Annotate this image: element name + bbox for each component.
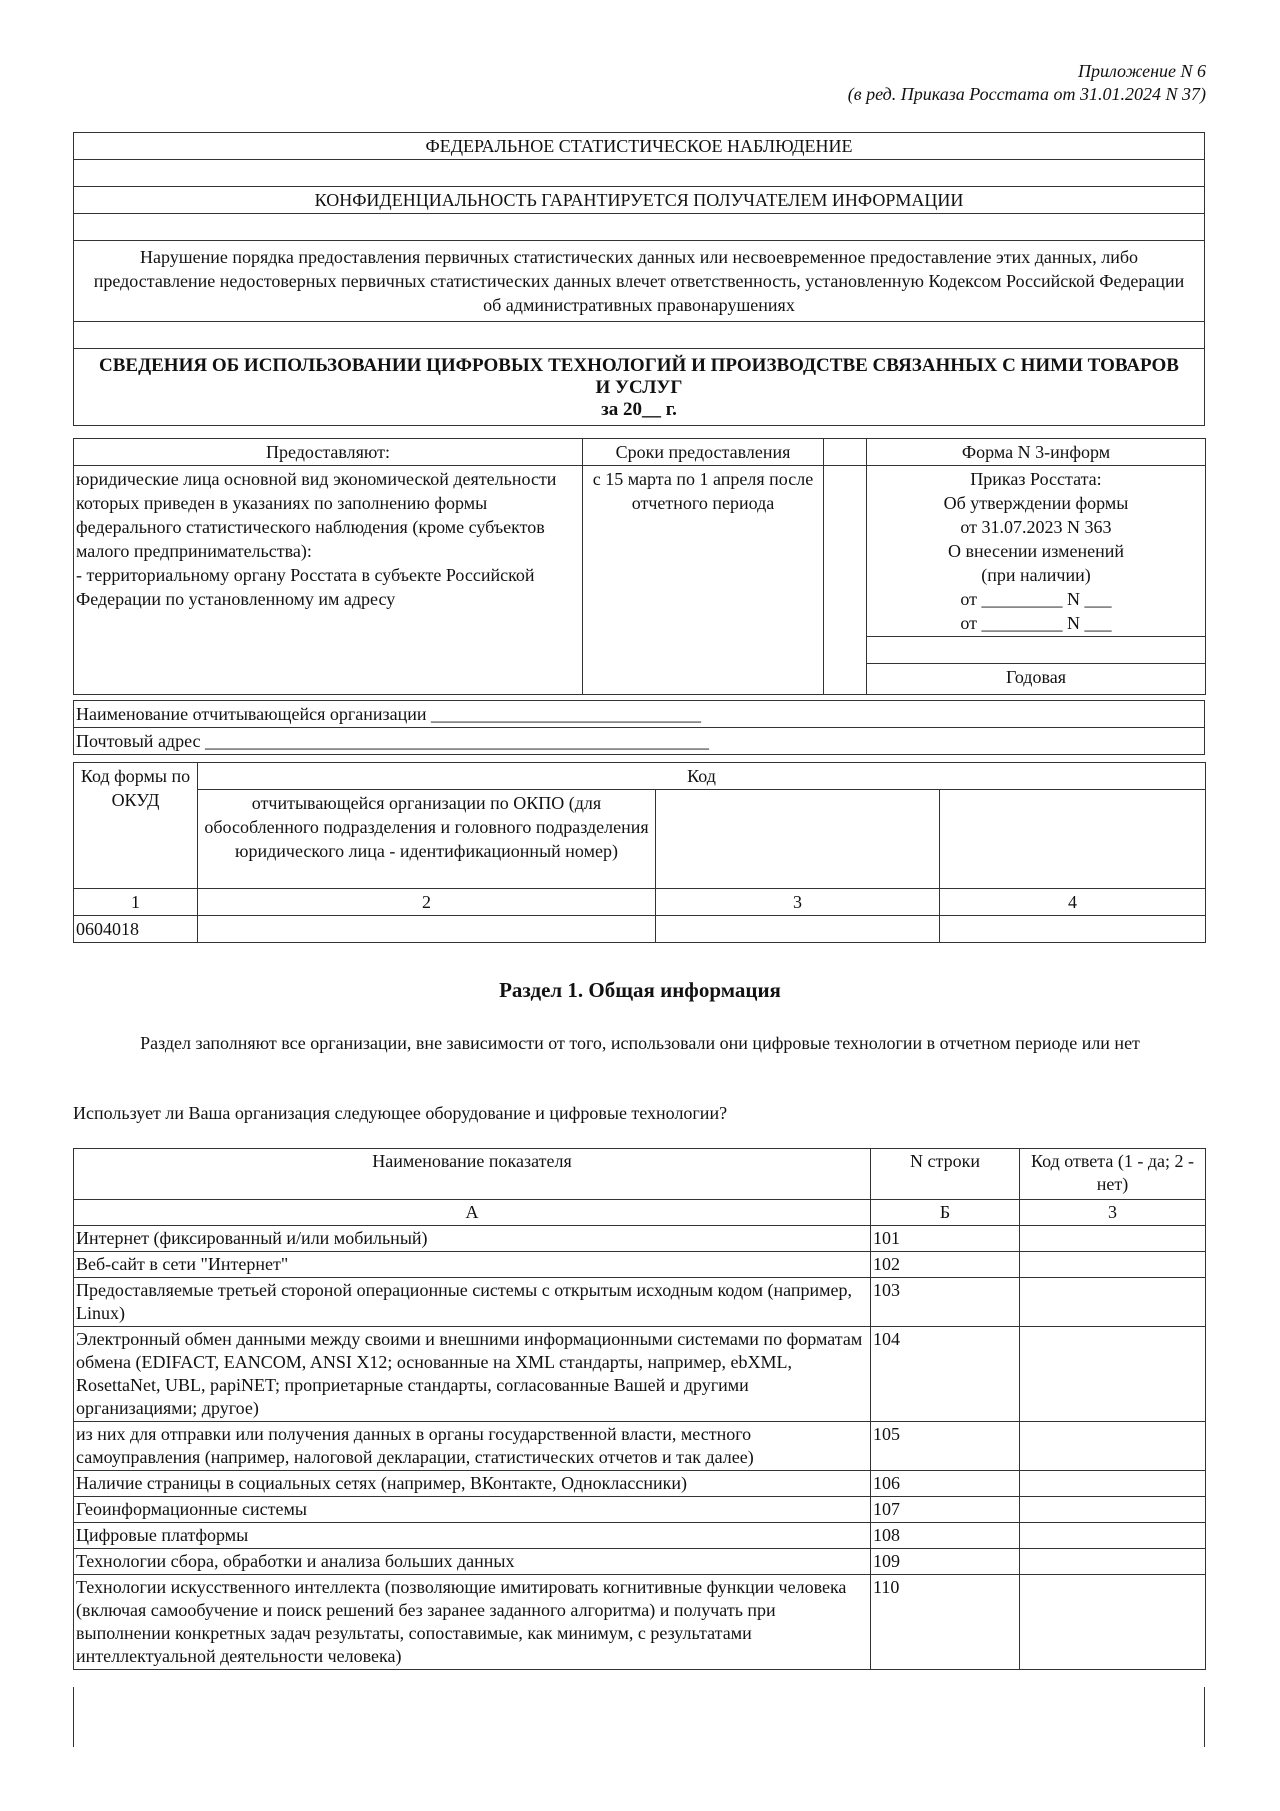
- column-number: 3: [656, 889, 940, 916]
- terms-cell: с 15 марта по 1 апреля после отчетного периода: [583, 466, 824, 695]
- federal-observation-label: ФЕДЕРАЛЬНОЕ СТАТИСТИЧЕСКОЕ НАБЛЮДЕНИЕ: [74, 133, 1205, 160]
- line-number: 110: [871, 1575, 1020, 1670]
- line-number: 105: [871, 1422, 1020, 1471]
- line-number: 104: [871, 1327, 1020, 1422]
- empty-cell: [656, 790, 940, 889]
- order-line: Об утверждении формы: [943, 493, 1129, 513]
- indicator-name: из них для отправки или получения данных в органы государственной власти, местного самоуправления (например, налоговой декларации, статистических отчетов и так далее): [74, 1422, 871, 1471]
- column-letter: 3: [1020, 1200, 1206, 1226]
- appendix-number: Приложение N 6: [1077, 61, 1206, 81]
- providers-cell: [74, 466, 583, 695]
- answer-input[interactable]: [1020, 1549, 1206, 1575]
- table-row: [74, 1252, 1206, 1278]
- table-row: [74, 1575, 1206, 1670]
- okpo-header: отчитывающейся организации по ОКПО (для обособленного подразделения и головного подразделения юридического лица - идентификационный номер): [198, 790, 656, 889]
- postal-address-field[interactable]: Почтовый адрес ________________________________________________________: [74, 728, 1205, 755]
- column-number: 4: [940, 889, 1206, 916]
- providers-recipient: - территориальному органу Росстата в субъекте Российской Федерации по установленному им адресу: [76, 565, 535, 609]
- answer-input[interactable]: [1020, 1523, 1206, 1549]
- answer-input[interactable]: [1020, 1575, 1206, 1670]
- empty-cell: [824, 466, 867, 695]
- empty-cell: [940, 790, 1206, 889]
- indicator-name: Технологии искусственного интеллекта (позволяющие имитировать когнитивные функции человека (включая самообучение и поиск решений без заранее заданного алгоритма) и получать при выполнении конкретных задач результаты, сопоставимые, как минимум, с результатами интеллектуальной деятельности человека): [74, 1575, 871, 1670]
- line-number: 102: [871, 1252, 1020, 1278]
- indicator-name: Геоинформационные системы: [74, 1497, 871, 1523]
- terms-header: Сроки предоставления: [583, 439, 824, 466]
- answer-code-header: Код ответа (1 - да; 2 - нет): [1020, 1149, 1206, 1200]
- indicators-table: [73, 1148, 1206, 1670]
- answer-input[interactable]: [1020, 1278, 1206, 1327]
- answer-input[interactable]: [1020, 1327, 1206, 1422]
- appendix-revision: (в ред. Приказа Росстата от 31.01.2024 N 37): [847, 84, 1206, 104]
- table-row: [74, 1226, 1206, 1252]
- table-row: [74, 1497, 1206, 1523]
- order-line: от _________ N ___: [960, 613, 1112, 633]
- answer-input[interactable]: [1020, 1252, 1206, 1278]
- column-letter: А: [74, 1200, 871, 1226]
- table-continuation: [73, 1687, 1205, 1747]
- providers-header: Предоставляют:: [74, 439, 583, 466]
- column-letter: Б: [871, 1200, 1020, 1226]
- table-row: [74, 1523, 1206, 1549]
- section-note: Раздел заполняют все организации, вне зависимости от того, использовали они цифровые технологии в отчетном периоде или нет: [140, 1033, 1140, 1053]
- order-line: от _________ N ___: [960, 589, 1112, 609]
- answer-input[interactable]: [1020, 1497, 1206, 1523]
- line-number: 107: [871, 1497, 1020, 1523]
- periodicity: Годовая: [867, 664, 1206, 695]
- table-row: [74, 1471, 1206, 1497]
- header-table: [73, 132, 1205, 426]
- section-title: Раздел 1. Общая информация: [499, 978, 781, 1002]
- form-title: СВЕДЕНИЯ ОБ ИСПОЛЬЗОВАНИИ ЦИФРОВЫХ ТЕХНОЛОГИЙ И ПРОИЗВОДСТВЕ СВЯЗАННЫХ С НИМИ ТОВАРОВ И УСЛУГ: [99, 355, 1179, 398]
- form-title-cell: [74, 349, 1205, 426]
- code-header: Код: [198, 763, 1206, 790]
- organization-table: [73, 700, 1205, 755]
- liability-warning: Нарушение порядка предоставления первичных статистических данных или несвоевременное предоставление этих данных, либо предоставление недостоверных первичных статистических данных влечет ответственность, установленную Кодексом Российской Федерации об административных правонарушениях: [74, 241, 1205, 322]
- code-input-3[interactable]: [656, 916, 940, 943]
- order-line: от 31.07.2023 N 363: [960, 517, 1112, 537]
- line-number: 106: [871, 1471, 1020, 1497]
- table-row: [74, 1327, 1206, 1422]
- okpo-code-input[interactable]: [198, 916, 656, 943]
- empty-cell: [824, 439, 867, 466]
- okud-code-value: 0604018: [74, 916, 198, 943]
- order-info-cell: [867, 466, 1206, 637]
- indicator-name: Электронный обмен данными между своими и внешними информационными системами по форматам обмена (EDIFACT, EANCOM, ANSI X12; основанные на XML стандарты, например, ebXML, RosettaNet, UBL, papiNET; проприетарные стандарты, согласованные Вашей и другими организациями; другое): [74, 1327, 871, 1422]
- provider-info-table: [73, 438, 1206, 695]
- indicator-name-header: Наименование показателя: [74, 1149, 871, 1200]
- appendix-note: [848, 60, 1206, 106]
- answer-input[interactable]: [1020, 1471, 1206, 1497]
- indicator-name: Веб-сайт в сети "Интернет": [74, 1252, 871, 1278]
- line-number-header: N строки: [871, 1149, 1020, 1200]
- table-row: [74, 1549, 1206, 1575]
- section-question: Использует ли Ваша организация следующее оборудование и цифровые технологии?: [73, 1103, 728, 1123]
- line-number: 108: [871, 1523, 1020, 1549]
- report-period: за 20__ г.: [601, 399, 677, 420]
- indicator-name: Интернет (фиксированный и/или мобильный): [74, 1226, 871, 1252]
- spacer-row: [74, 160, 1205, 187]
- form-number-header: Форма N 3-информ: [867, 439, 1206, 466]
- table-row: [74, 1422, 1206, 1471]
- indicator-name: Предоставляемые третьей стороной операционные системы с открытым исходным кодом (например, Linux): [74, 1278, 871, 1327]
- code-input-4[interactable]: [940, 916, 1206, 943]
- order-line: О внесении изменений: [947, 541, 1125, 561]
- line-number: 109: [871, 1549, 1020, 1575]
- column-number: 2: [198, 889, 656, 916]
- line-number: 101: [871, 1226, 1020, 1252]
- spacer-row: [74, 214, 1205, 241]
- table-row: [74, 1278, 1206, 1327]
- indicator-name: Технологии сбора, обработки и анализа больших данных: [74, 1549, 871, 1575]
- line-number: 103: [871, 1278, 1020, 1327]
- confidentiality-label: КОНФИДЕНЦИАЛЬНОСТЬ ГАРАНТИРУЕТСЯ ПОЛУЧАТЕЛЕМ ИНФОРМАЦИИ: [74, 187, 1205, 214]
- spacer-row: [74, 322, 1205, 349]
- answer-input[interactable]: [1020, 1422, 1206, 1471]
- column-number: 1: [74, 889, 198, 916]
- providers-text: юридические лица основной вид экономической деятельности которых приведен в указаниях по заполнению формы федерального статистического наблюдения (кроме субъектов малого предпринимательства):: [76, 469, 557, 561]
- codes-table: [73, 762, 1206, 943]
- empty-cell: [867, 637, 1206, 664]
- organization-name-field[interactable]: Наименование отчитывающейся организации ______________________________: [74, 701, 1205, 728]
- indicator-name: Цифровые платформы: [74, 1523, 871, 1549]
- order-line: Приказ Росстата:: [970, 469, 1102, 489]
- indicator-name: Наличие страницы в социальных сетях (например, ВКонтакте, Одноклассники): [74, 1471, 871, 1497]
- answer-input[interactable]: [1020, 1226, 1206, 1252]
- okud-header: Код формы по ОКУД: [74, 763, 198, 889]
- order-line: (при наличии): [981, 565, 1091, 585]
